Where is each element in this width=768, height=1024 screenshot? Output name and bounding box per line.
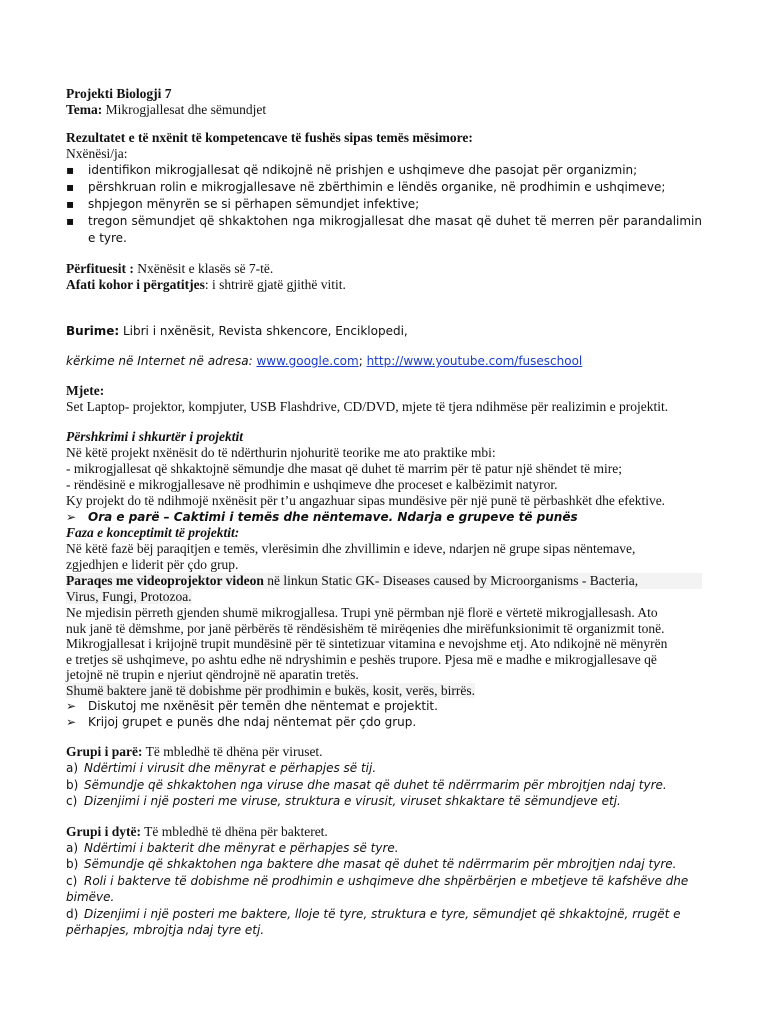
sources-value: Libri i nxënësit, Revista shkencore, Enciklopedi, [119,324,408,338]
hour1-heading [66,509,702,525]
results-list [66,162,702,247]
group1-value: Të mbledhë të dhëna për viruset. [142,744,323,759]
timeframe-label: Afati kohor i përgatitjes [66,277,205,292]
group1-item: c) Dizenjimi i një posteri me viruse, struktura e virusit, viruset shkaktare të sëmundjeve etj. [66,794,621,808]
tools-text: Set Laptop- projektor, kompjuter, USB Flashdrive, CD/DVD, mjete të tjera ndihmëse për realizimin e projektit. [66,399,669,414]
group2-value: Të mbledhë të dhëna për bakteret. [141,823,328,839]
topic-value: Mikrogjallesat dhe sëmundjet [105,102,267,117]
group2-item: d) Dizenjimi i një posteri me baktere, lloje të tyre, struktura e tyre, sëmundjet që shkaktojnë, rrugët e [66,906,681,921]
group2-item: c) Roli i bakterve të dobishme në prodhimin e ushqimeve dhe shpërbërjen e mbetjeve të kafshëve dhe bimëve. [66,873,689,904]
paragraph-line [66,683,702,699]
results-item: ▪ shpjegon mënyrën se si përhapen sëmundjet infektive; [66,196,702,213]
results-intro: Nxënësi/ja: [66,146,128,161]
arrow-icon: ➢ [66,715,77,729]
arrow-icon: ➢ [66,699,77,713]
group2-item: a) Ndërtimi i bakterit dhe mënyrat e përhapjes së tyre. [66,840,399,855]
video-line-2 [66,589,702,605]
description-item: - rëndësinë e mikrogjallesave në prodhimin e ushqimeve dhe proceset e kalbëzimit natyror. [66,477,558,492]
link-separator: ; [358,354,367,368]
group2-item: b) Sëmundje që shkaktohen nga baktere dhe masat që duhet të ndërrmarim për mbrojtjen ndaj tyre. [66,857,677,871]
timeframe-value: : i shtrirë gjatë gjithë vitit. [204,277,346,292]
hour1-bullet [66,714,702,730]
google-link[interactable]: www.google.com [256,354,359,368]
results-item: ▪ identifikon mikrogjallesat që ndikojnë në prishjen e ushqimeve dhe pasojat për organizmin; [66,162,702,179]
internet-sources-line [66,353,702,369]
paragraph-line: Ne mjedisin përreth gjenden shumë mikrogjallesa. Trupi ynë përmban një florë e vërtetë mikrogjallesash. Ato [66,605,658,620]
beneficiaries-value: Nxënësit e klasës së 7-të. [133,261,274,276]
sources-line [66,323,702,339]
tools-heading: Mjete: [66,383,105,398]
youtube-link[interactable]: http://www.youtube.com/fuseschool [366,354,583,368]
arrow-icon: ➢ [66,510,77,524]
group1-item: a) Ndërtimi i virusit dhe mënyrat e përhapjes së tij. [66,761,377,775]
group1-item: b) Sëmundje që shkaktohen nga viruse dhe masat që duhet të ndërrmarim për mbrojtjen ndaj tyre. [66,777,667,792]
beneficiaries-line [66,261,702,277]
phase-line: zgjedhjen e liderit për çdo grup. [66,557,239,572]
video-rest: në linkun Static GK- Diseases caused by Microorganisms - Bacteria, [263,573,639,588]
phase-heading: Faza e konceptimit të projektit: [66,525,240,540]
results-item: ▪ përshkruan rolin e mikrogjallesave në zbërthimin e lëndës organike, në prodhimin e ushqimeve; [66,179,702,196]
description-summary: Ky projekt do të ndihmojë nxënësit për t’u angazhuar sipas mundësive për një punë të përbashkët dhe efektive. [66,493,666,508]
paragraph-line: e tretjes së ushqimeve, po ashtu edhe në ndryshimin e peshës trupore. Pjesa më e madhe e mikrogjallesave që [66,651,657,667]
description-heading: Përshkrimi i shkurtër i projektit [66,429,244,444]
results-item: ▪ tregon sëmundjet që shkaktohen nga mikrogjallesat dhe masat që duhet të merren për parandalimin e tyre. [66,213,702,247]
paragraph-line: Mikrogjallesat i krijojnë trupit mundësinë për të sintetizuar vitamina e nevojshme etj. Ato ndikojnë në mënyrën [66,636,668,651]
project-title: Projekti Biologji 7 [66,86,172,101]
hour1-bullet-text: Krijoj grupet e punës dhe ndaj nëntemat për çdo grup. [88,715,417,729]
group2-line [66,824,702,840]
paragraph-line: nuk janë të dëmshme, por janë përbërës të rëndësishëm të mirëqenies dhe mirëfunksionimit të organizmit tonë. [66,620,665,636]
hour1-heading-text: Ora e parë – Caktimi i temës dhe nëntemave. Ndarja e grupeve të punës [88,510,578,524]
hour1-bullet [66,698,702,714]
video-line [66,573,702,589]
description-intro: Në këtë projekt nxënësit do të ndërthurin njohuritë teorike me ato praktike mbi: [66,445,496,460]
hour1-bullet-text: Diskutoj me nxënësit për temën dhe nëntemat e projektit. [88,699,438,713]
paragraph-line: jetojnë në trupin e njeriut qëndrojnë në aparatin tretës. [66,667,359,682]
description-item: - mikrogjallesat që shkaktojnë sëmundje dhe masat që duhet të marrim për të patur një shëndet të mire; [66,461,622,476]
phase-line: Në këtë fazë bëj paraqitjen e temës, vlerësimin dhe zhvillimin e ideve, ndarjen në grupe sipas nëntemave, [66,541,636,556]
group2-label: Grupi i dytë: [66,823,142,839]
group1-line [66,744,702,760]
results-heading: Rezultatet e të nxënit të kompetencave të fushës sipas temës mësimore: [66,130,473,145]
group1-label: Grupi i parë: [66,744,143,759]
timeframe-line [66,277,702,293]
sources-label: Burime: [66,324,120,338]
video-bold: Paraqes me videoprojektor videon [66,573,264,588]
topic-label: Tema: [66,102,103,117]
beneficiaries-label: Përfituesit : [66,261,134,276]
topic-line [66,102,702,118]
group2-item-continuation: përhapjes, mbrojtja ndaj tyre etj. [66,923,265,937]
internet-prefix: kërkime në Internet në adresa: [66,354,257,368]
paragraph-highlight: Shumë baktere janë të dobishme për prodhimin e bukës, kosit, verës, birrës. [66,682,476,698]
video-rest-2: Virus, Fungi, Protozoa. [66,589,192,604]
